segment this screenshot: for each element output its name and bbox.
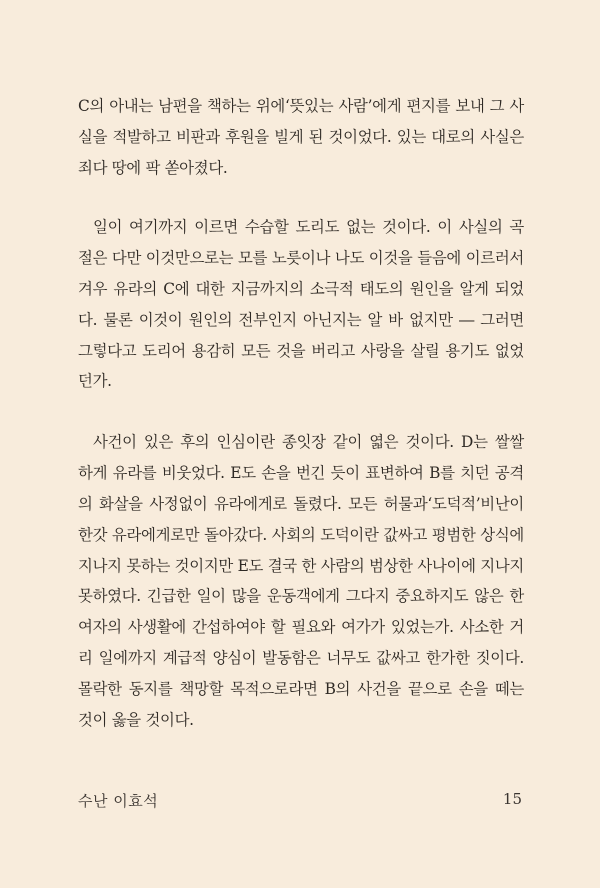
text-line: 던가. [78,372,112,391]
text-line: 리 일에까지 계급적 양심이 발동함은 너무도 값싸고 한가한 짓이다. [78,649,524,668]
text-line: 한갓 유라에게로만 돌아갔다. 사회의 도덕이란 값싸고 평범한 상식에 [78,525,524,544]
paragraph-3 [78,427,524,736]
text-line: C의 아내는 남편을 책하는 위에‘뜻있는 사람’에게 편지를 보내 그 사 [78,97,524,115]
paragraph-1 [78,91,524,184]
text-line: 의 화살을 사정없이 유라에게로 돌렸다. 모든 허물과‘도덕적’비난이 [78,494,524,513]
text-line: 죄다 땅에 팍 쏟아졌다. [78,158,228,177]
page-number: 15 [502,790,522,808]
text-line: 사건이 있은 후의 인심이란 종잇장 같이 엷은 것이다. D는 쌀쌀 [93,433,524,451]
text-line: 다. 물론 이것이 원인의 전부인지 아닌지는 알 바 없지만 ― 그러면 [78,310,524,329]
text-line: 것이 옳을 것이다. [78,711,194,730]
text-line: 못하였다. 긴급한 일이 많을 운동객에게 그다지 중요하지도 않은 한 [78,587,524,606]
text-line: 절은 다만 이것만으로는 모를 노릇이나 나도 이것을 들음에 이르러서 [78,248,524,267]
text-line: 겨우 유라의 C에 대한 지금까지의 소극적 태도의 원인을 알게 되었 [78,279,524,298]
paragraph-2 [78,212,524,397]
text-line: 하게 유라를 비웃었다. E도 손을 번긴 듯이 표변하여 B를 치던 공격 [78,463,524,482]
running-footer-title: 수난 이효석 [78,792,159,810]
text-line: 지나지 못하는 것이지만 E도 결국 한 사람의 범상한 사나이에 지나지 [78,556,524,575]
text-line: 일이 여기까지 이르면 수습할 도리도 없는 것이다. 이 사실의 곡 [93,218,524,236]
text-line: 여자의 사생활에 간섭하여야 할 필요와 여가가 있었는가. 사소한 거 [78,618,524,637]
text-line: 몰락한 동지를 책망할 목적으로라면 B의 사건을 끝으로 손을 떼는 [78,680,524,699]
text-line: 실을 적발하고 비판과 후원을 빌게 된 것이었다. 있는 대로의 사실은 [78,127,524,146]
text-line: 그렇다고 도리어 용감히 모든 것을 버리고 사랑을 살릴 용기도 없었 [78,341,524,360]
